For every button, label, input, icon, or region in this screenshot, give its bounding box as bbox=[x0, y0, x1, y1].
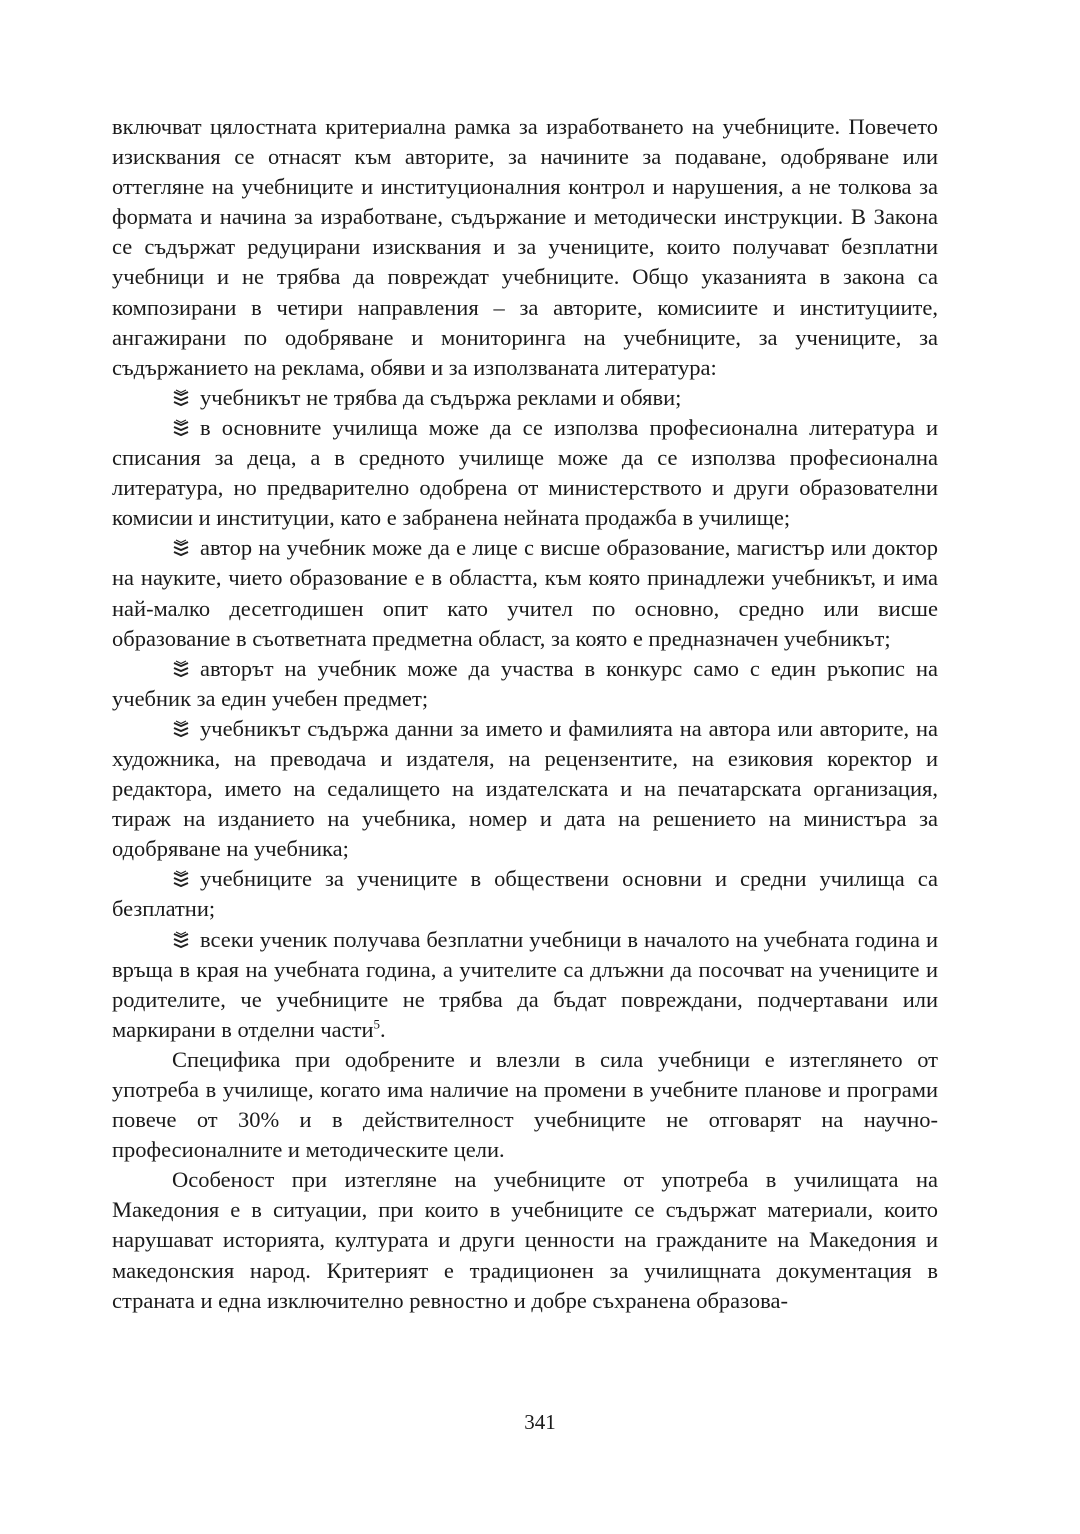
book-stack-icon bbox=[172, 870, 190, 888]
book-stack-icon bbox=[172, 539, 190, 557]
list-item bbox=[112, 714, 938, 864]
book-stack-icon bbox=[172, 931, 190, 949]
page-body bbox=[112, 112, 938, 1316]
list-item bbox=[112, 383, 938, 413]
list-item-text: автор на учебник може да е лице с висше образование, магистър или доктор на науките, чието образование е в областта, към която принадлежи учебникът, и има най-малко десетгодишен опит като учител по основно, средно или висше образование в съответната предметна област, за която е предназначен учебникът; bbox=[112, 535, 938, 651]
specific-paragraph: Специфика при одобрените и влезли в сила учебници е изтеглянето от употреба в училище, когато има наличие на промени в учебните планове и програми повече от 30% и в действителност учебниците не отговарят на научно-професионалните и методическите цели. bbox=[112, 1046, 938, 1163]
list-item-text: в основните училища може да се използва професионална литература и списания за деца, а в средното училище може да се използва професионална литература, но предварително одобрена от министерството и други образователни комисии и институции, като е забранена нейната продажба в училище; bbox=[112, 414, 938, 531]
feature-paragraph: Особеност при изтегляне на учебниците от употреба в училищата на Македония е в ситуации, при които в учебниците се съдържат материали, които нарушават историята, културата и други ценности на гражданите на Македония и македонския народ. Критерият е традиционен за училищната документация в страната и една изключително ревностно и добре съхранена образова- bbox=[112, 1167, 938, 1313]
list-item bbox=[112, 864, 938, 924]
book-stack-icon bbox=[172, 660, 190, 678]
sentence-period: . bbox=[380, 1016, 386, 1042]
list-item-text: учебникът не трябва да съдържа реклами и обяви; bbox=[200, 384, 682, 410]
list-item bbox=[112, 654, 938, 714]
list-item-text: учебникът съдържа данни за името и фамилията на автора или авторите, на художника, на преводача и издателя, на рецензентите, на езиковия коректор и редактора, името на седалището на издателската и на печатарската организация, тираж на изданието на учебника, номер и дата на решението на министъра за одобряване на учебника; bbox=[112, 715, 938, 862]
book-stack-icon bbox=[172, 419, 190, 437]
book-stack-icon bbox=[172, 720, 190, 738]
footnote-reference: 5 bbox=[373, 1016, 381, 1032]
book-stack-icon bbox=[172, 389, 190, 407]
list-item-text: авторът на учебник може да участва в конкурс само с един ръкопис на учебник за един учебен предмет; bbox=[112, 655, 938, 711]
intro-paragraph: включват цялостната критериална рамка за изработването на учебниците. Повечето изисквания се отнасят към авторите, за начините за подаване, одобряване или оттегляне на учебниците и институционалния контрол и нарушения, а не толкова за формата и начина за изработване, съдържание и методически инструкции. В Закона се съдържат редуцирани изисквания и за учениците, които получават безплатни учебници и не трябва да повреждат учебниците. Общо указанията в закона са композирани в четири направления – за авторите, комисиите и институциите, ангажирани по одобряване и мониторинга на учебниците, за учениците, за съдържанието на реклама, обяви и за използваната литература: bbox=[112, 114, 938, 380]
list-item bbox=[112, 925, 938, 1045]
list-item bbox=[112, 413, 938, 533]
list-item-text: всеки ученик получава безплатни учебници в началото на учебната година и връща в края на учебната година, а учителите са длъжни да посочват на учениците и родителите, че учебниците не трябва да бъдат повреждани, подчертавани или маркирани в отделни части bbox=[112, 926, 938, 1042]
list-item-text: учебниците за учениците в обществени основни и средни училища са безплатни; bbox=[112, 866, 938, 922]
list-item bbox=[112, 533, 938, 653]
page-number: 341 bbox=[524, 1410, 556, 1434]
